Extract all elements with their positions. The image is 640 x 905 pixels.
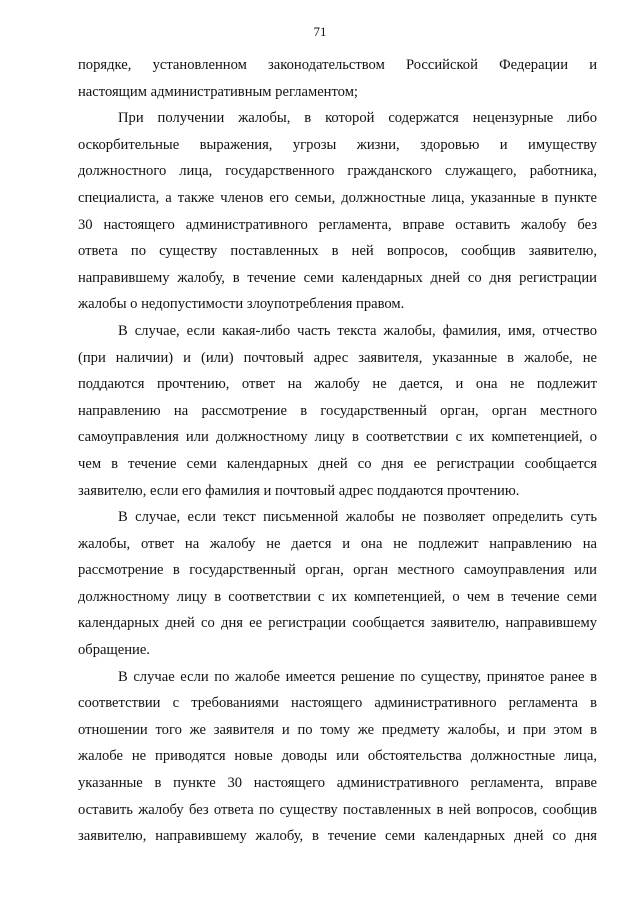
text-line: жалобе не приводятся новые доводы или обстоятельства должностные лица,: [78, 748, 597, 765]
text-line: должностному лицу в соответствии с их компетенцией, о чем в течение семи: [78, 588, 597, 605]
text-line: должностного лица, государственного гражданского служащего, работника,: [78, 163, 597, 180]
paragraph: [78, 664, 597, 850]
text-line: В случае если по жалобе имеется решение по существу, принятое ранее в: [118, 668, 597, 685]
text-line: заявителю, если его фамилия и почтовый адрес поддаются прочтению.: [78, 482, 520, 499]
text-line: отношении того же заявителя и по тому же предмету жалобы, и при этом в: [78, 721, 597, 738]
text-line: оставить жалобу без ответа по существу поставленных в ней вопросов, сообщив: [78, 801, 597, 818]
text-line: В случае, если какая-либо часть текста жалобы, фамилия, имя, отчество: [118, 322, 597, 339]
text-line: направившему жалобу, в течение семи календарных дней со дня регистрации: [78, 269, 597, 286]
text-line: (при наличии) и (или) почтовый адрес заявителя, указанные в жалобе, не: [78, 349, 597, 366]
text-line: специалиста, а также членов его семьи, должностные лица, указанные в пункте: [78, 189, 597, 206]
text-line: настоящим административным регламентом;: [78, 83, 358, 100]
text-line: поддаются прочтению, ответ на жалобу не дается, и она не подлежит: [78, 376, 597, 393]
text-line: обращение.: [78, 642, 150, 659]
text-line: соответствии с требованиями настоящего административного регламента в: [78, 695, 597, 712]
text-line: самоуправления или должностному лицу в соответствии с их компетенцией, о: [78, 429, 597, 446]
text-line: жалобы, ответ на жалобу не дается и она не подлежит направлению на: [78, 535, 597, 552]
text-line: 30 настоящего административного регламента, вправе оставить жалобу без: [78, 216, 597, 233]
page-number: 71: [313, 24, 327, 39]
paragraph: [78, 318, 597, 504]
text-line: календарных дней со дня ее регистрации сообщается заявителю, направившему: [78, 615, 597, 632]
text-line: направлению на рассмотрение в государственный орган, орган местного: [78, 402, 597, 419]
text-line: чем в течение семи календарных дней со дня ее регистрации сообщается: [78, 455, 597, 472]
text-line: оскорбительные выражения, угрозы жизни, здоровью и имуществу: [78, 136, 597, 153]
text-line: В случае, если текст письменной жалобы не позволяет определить суть: [118, 509, 597, 526]
text-line: При получении жалобы, в которой содержатся нецензурные либо: [118, 110, 597, 127]
text-line: заявителю, направившему жалобу, в течение семи календарных дней со дня: [78, 828, 597, 845]
text-line: ответа по существу поставленных в ней вопросов, сообщив заявителю,: [78, 243, 597, 260]
paragraph: [78, 52, 597, 105]
text-line: порядке, установленном законодательством Российской Федерации и: [78, 57, 597, 73]
paragraph: [78, 504, 597, 664]
text-line: рассмотрение в государственный орган, орган местного самоуправления или: [78, 562, 597, 579]
text-line: жалобы о недопустимости злоупотребления правом.: [78, 296, 405, 313]
document-body: [78, 52, 597, 850]
text-line: указанные в пункте 30 настоящего административного регламента, вправе: [78, 775, 597, 792]
paragraph: [78, 105, 597, 318]
